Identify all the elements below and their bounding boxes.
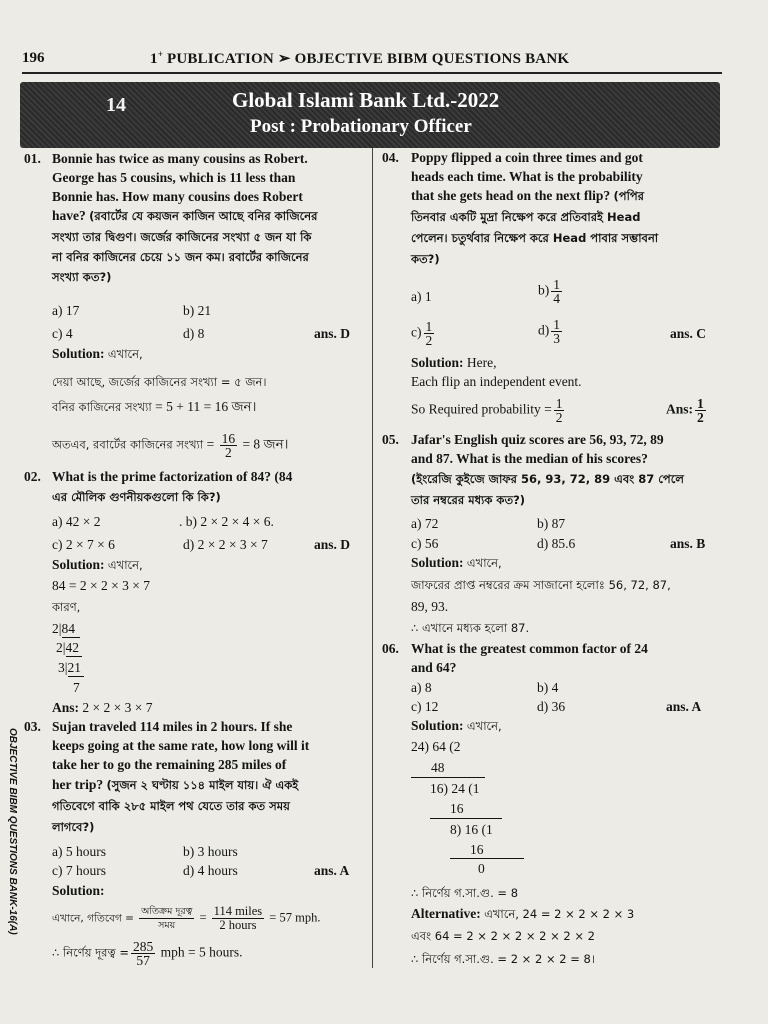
option-a: a) 42 × 2 [52,514,101,529]
solution-step: 89, 93. [411,599,449,614]
question-text-bn: কত?) [411,252,440,266]
question-text: Bonnie has. How many cousins does Robert [52,189,303,204]
division-step: 16) 24 (1 [430,781,480,796]
question-text-bn: তিনবার একটি মুদ্রা নিক্ষেপ করে প্রতিবারই Head [411,210,641,224]
division-rule [430,818,502,819]
answer-key: ans. A [314,863,350,878]
answer-key: ans. A [666,699,702,714]
question-text-bn: লাগবে?) [52,820,95,834]
option-b: b) 21 [183,303,212,318]
question-text: that she gets head on the next flip? (পপির [411,188,644,203]
answer-key: ans. D [314,326,351,341]
question-number: 02. [24,469,41,484]
option-c: c) 56 [411,536,439,551]
solution-label: Solution: এখানে, [411,555,502,570]
option-d: d) 2 × 2 × 3 × 7 [183,537,268,552]
solution-step: এবং 64 = 2 × 2 × 2 × 2 × 2 × 2 [411,929,595,943]
division-step: 2|42 [56,640,79,655]
solution-step: জাফরের প্রাপ্ত নম্বরের ক্রম সাজানো হলোঃ 56, 72, 87, [411,578,671,592]
option-c: c) 7 hours [52,863,106,878]
solution-step: Alternative: এখানে, 24 = 2 × 2 × 2 × 3 [411,906,635,921]
question-number: 05. [382,432,399,447]
question-text: Jafar's English quiz scores are 56, 93, 72, 89 [411,432,664,447]
banner-subtitle: Post : Probationary Officer [250,116,472,137]
header-rule [22,72,722,74]
division-step: 0 [478,861,485,876]
solution-label: Solution: এখানে, [411,718,502,733]
question-text: keeps going at the same rate, how long will it [52,738,310,753]
column-divider [372,148,373,968]
option-b: b) 4 [537,680,559,695]
question-text-bn: না বনির কাজিনের চেয়ে ১১ জন কম। রবার্টের কাজিনের [52,250,309,264]
division-step: 48 [431,760,445,775]
option-c: c) 12 [411,699,439,714]
division-step: 7 [73,680,80,695]
side-running-text: OBJECTIVE BIBM QUESTIONS BANK-16(A) [7,728,18,935]
solution-step: কারণ, [52,600,81,614]
option-a: a) 1 [411,289,432,304]
solution-step: অতএব, রবার্টের কাজিনের সংখ্যা = $\frac{16}{2}$ = 8 জন। [52,431,289,460]
option-c: c) 2 × 7 × 6 [52,537,115,552]
option-d: d) 8 [183,326,205,341]
banner-number: 14 [106,94,126,116]
banner-title: Global Islami Bank Ltd.-2022 [232,88,500,112]
question-text: take her to go the remaining 285 miles of [52,757,287,772]
solution-step: ∴ নির্ণেয় গ.সা.গু. = 8 [411,886,519,900]
solution-label: Solution: এখানে, [52,557,143,572]
division-rule [62,637,80,638]
answer-key: ans. D [314,537,351,552]
solution-step: এখানে, গতিবেগ = $\frac{\text{অতিক্রম দূরত্ব}}{\text{সময়}}$ = $\frac{\text{114 miles}}{\text{2 hours}}$ = 57 mph. [52,904,321,932]
solution-step: ∴ এখানে মধ্যক হলো 87. [411,621,530,635]
solution-step: বনির কাজিনের সংখ্যা = 5 + 11 = 16 জন। [52,399,257,414]
question-text: Sujan traveled 114 miles in 2 hours. If she [52,719,293,734]
option-c: c) 4 [52,326,73,341]
division-step: 24) 64 (2 [411,739,461,754]
question-text: heads each time. What is the probability [411,169,643,184]
question-text-bn: তার নম্বরের মধ্যক কত?) [411,493,526,507]
question-number: 04. [382,150,399,165]
final-answer: Ans: 2 × 2 × 3 × 7 [52,700,153,715]
question-text-bn: পেলেন। চতুর্থবার নিক্ষেপ করে Head পাবার সম্ভাবনা [411,231,659,245]
solution-step: ∴ নির্ণেয় দূরত্ব = $\frac{285}{57}$ mph = 5 hours. [52,939,243,968]
option-a: a) 8 [411,680,432,695]
option-a: a) 17 [52,303,80,318]
option-a: a) 72 [411,516,439,531]
question-text: George has 5 cousins, which is 11 less than [52,170,296,185]
question-text-bn: সংখ্যা তার দ্বিগুণ। জর্জের কাজিনের সংখ্যা ৫ জন যা কি [52,230,312,244]
option-b: b) $\frac{1}{4}$ [538,277,560,306]
answer-key: ans. B [670,536,706,551]
division-step: 8) 16 (1 [450,822,493,837]
solution-label: Solution: এখানে, [52,346,143,361]
option-b: . b) 2 × 2 × 4 × 6. [179,514,274,529]
option-b: b) 87 [537,516,566,531]
question-text: her trip? (সুজন ২ ঘণ্টায় ১১৪ মাইল যায়। ঐ একই [52,777,299,792]
option-c: c) $\frac{1}{2}$ [411,319,433,348]
division-step: 16 [470,842,484,857]
question-number: 03. [24,719,41,734]
page-number: 196 [22,50,45,66]
question-text: and 64? [411,660,457,675]
division-rule [411,777,485,778]
division-rule [66,656,82,657]
solution-label: Solution: Here, [411,355,497,370]
option-d: d) 4 hours [183,863,238,878]
solution-step: ∴ নির্ণেয় গ.সা.গু. = 2 × 2 × 2 = 8। [411,952,595,966]
question-text: What is the prime factorization of 84? (84 [52,469,293,484]
question-number: 06. [382,641,399,656]
question-number: 01. [24,151,41,166]
solution-step: So Required probability = $\frac{1}{2}$ [411,396,563,425]
division-rule [68,676,84,677]
solution-label: Solution: [52,883,105,898]
final-answer: Ans: $\frac{1}{2}$ [666,396,704,425]
question-text: Bonnie has twice as many cousins as Robert. [52,151,308,166]
division-step: 2|84 [52,621,75,636]
question-text-bn: এর মৌলিক গুণনীয়কগুলো কি কি?) [52,490,221,504]
option-a: a) 5 hours [52,844,106,859]
question-text: Poppy flipped a coin three times and got [411,150,643,165]
solution-step: 84 = 2 × 2 × 3 × 7 [52,578,150,593]
question-text-bn: সংখ্যা কত?) [52,270,112,284]
option-d: d) 36 [537,699,566,714]
option-d: d) $\frac{1}{3}$ [538,317,560,346]
solution-step: দেয়া আছে, জর্জের কাজিনের সংখ্যা = ৫ জন। [52,375,267,389]
division-step: 3|21 [58,660,81,675]
solution-step: Each flip an independent event. [411,374,582,389]
option-d: d) 85.6 [537,536,576,551]
question-text: have? (রবার্টের যে কয়জন কাজিন আছে বনির কাজিনের [52,208,318,223]
exam-banner [20,82,720,148]
running-title: 1+ PUBLICATION ➢ OBJECTIVE BIBM QUESTIONS BANK [150,49,570,67]
option-b: b) 3 hours [183,844,238,859]
question-text-bn: গতিবেগে বাকি ২৮৫ মাইল পথ যেতে তার কত সময় [52,799,290,813]
division-rule [450,858,524,859]
question-text: and 87. What is the median of his scores? [411,451,648,466]
question-text: What is the greatest common factor of 24 [411,641,648,656]
answer-key: ans. C [670,326,707,341]
question-text-bn: (ইংরেজি কুইজে জাফর 56, 93, 72, 89 এবং 87 পেলে [411,472,684,486]
division-step: 16 [450,801,464,816]
